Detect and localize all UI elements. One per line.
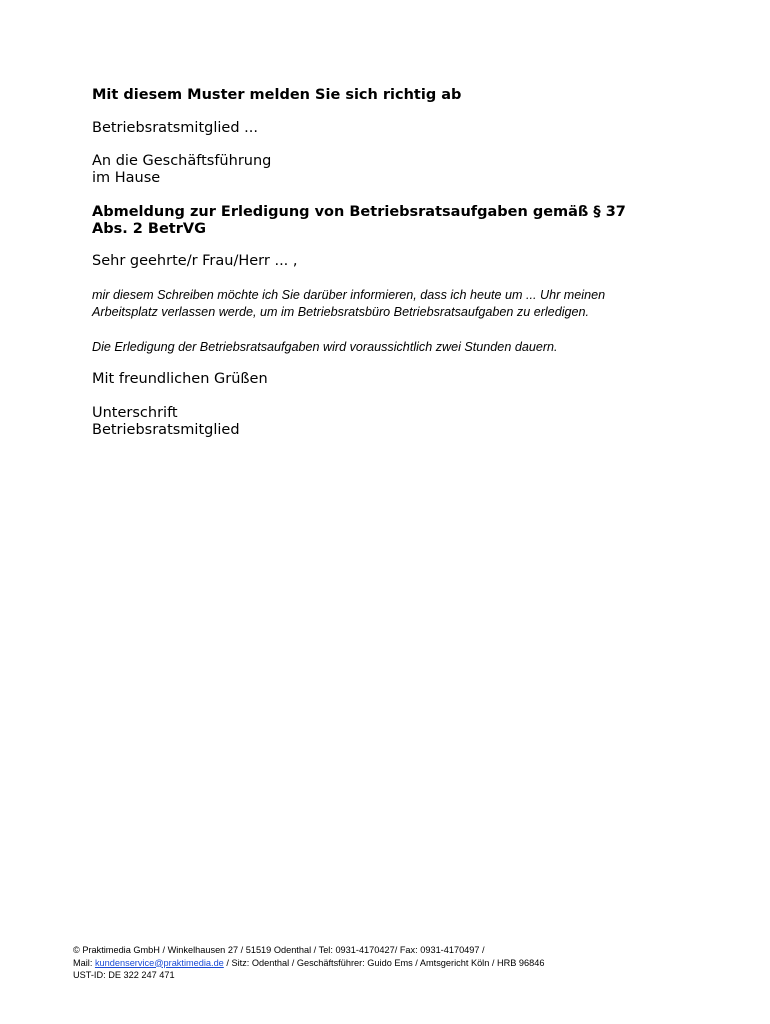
subject-line-2: Abs. 2 BetrVG xyxy=(92,221,207,237)
footer-line-2 xyxy=(73,957,544,970)
signature-line-1: Unterschrift xyxy=(92,405,178,421)
document-title: Mit diesem Muster melden Sie sich richtig ab xyxy=(92,87,462,103)
footer-line-3: UST-ID: DE 322 247 471 xyxy=(73,970,175,980)
sender-line: Betriebsratsmitglied ... xyxy=(92,120,258,136)
footer-mail-label: Mail: xyxy=(73,957,95,968)
footer xyxy=(73,944,544,982)
body-paragraph-1-line-1: mir diesem Schreiben möchte ich Sie darüber informieren, dass ich heute um ... Uhr meinen xyxy=(92,288,606,302)
footer-email-link[interactable]: kundenservice@praktimedia.de xyxy=(94,957,224,968)
closing: Mit freundlichen Grüßen xyxy=(92,371,268,387)
signature-line-2: Betriebsratsmitglied xyxy=(92,422,240,438)
footer-line-2-rest: / Sitz: Odenthal / Geschäftsführer: Guido Ems / Amtsgericht Köln / HRB 96846 xyxy=(223,957,545,968)
footer-line-1: © Praktimedia GmbH / Winkelhausen 27 / 51519 Odenthal / Tel: 0931-4170427/ Fax: 0931-4170497 / xyxy=(73,945,485,955)
recipient-line-1: An die Geschäftsführung xyxy=(92,153,272,169)
subject-line-1: Abmeldung zur Erledigung von Betriebsratsaufgaben gemäß § 37 xyxy=(92,204,626,220)
body-paragraph-2: Die Erledigung der Betriebsratsaufgaben wird voraussichtlich zwei Stunden dauern. xyxy=(92,340,558,354)
recipient-line-2: im Hause xyxy=(92,170,161,186)
salutation: Sehr geehrte/r Frau/Herr ... , xyxy=(92,253,298,269)
body-paragraph-1-line-2: Arbeitsplatz verlassen werde, um im Betriebsratsbüro Betriebsratsaufgaben zu erledigen. xyxy=(92,305,590,319)
